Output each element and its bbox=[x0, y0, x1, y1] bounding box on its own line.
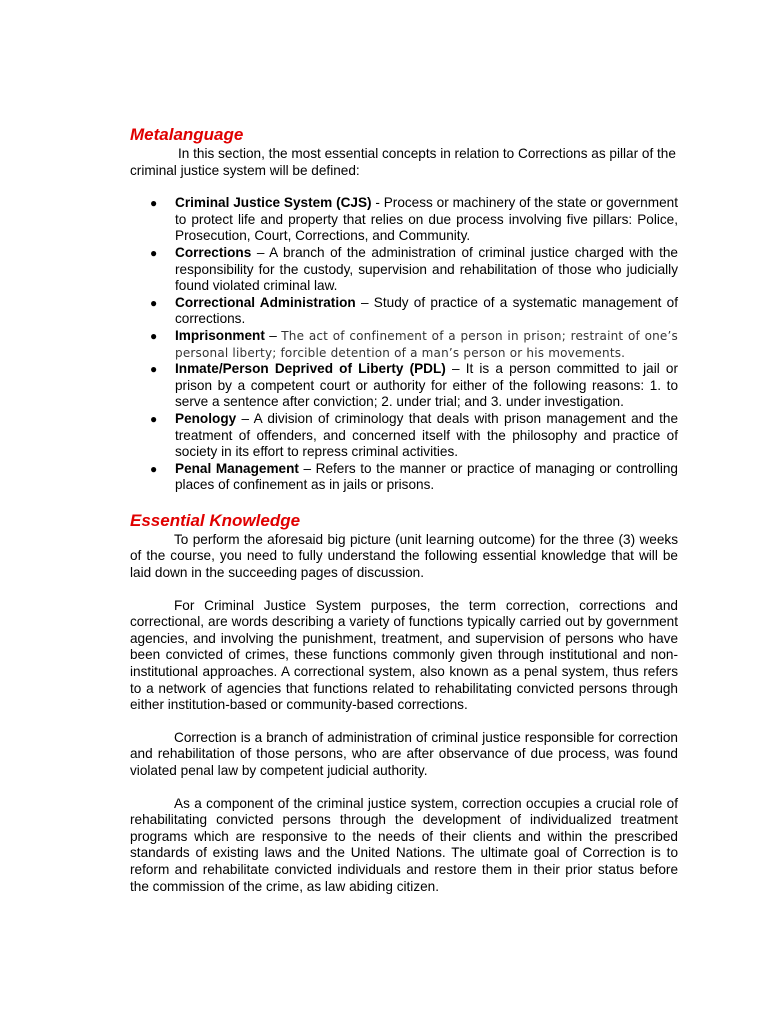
definition-description: A branch of the administration of criminal justice charged with the responsibility for the custody, supervision and rehabilitation of those who judicially found violated criminal law. bbox=[175, 244, 678, 294]
definition-description: Refers to the manner or practice of managing or controlling places of confinement as in jails or prisons. bbox=[175, 460, 678, 493]
definition-term: Inmate/Person Deprived of Liberty (PDL) bbox=[175, 361, 446, 377]
paragraph: To perform the aforesaid big picture (unit learning outcome) for the three (3) weeks of the course, you need to fully understand the following essential knowledge that will be laid down in the succeeding pages of discussion. bbox=[130, 531, 678, 581]
definition-term: Imprisonment bbox=[175, 327, 265, 343]
definition-separator: – bbox=[264, 327, 282, 343]
definition-term: Criminal Justice System (CJS) bbox=[175, 195, 372, 211]
definition-separator: – bbox=[355, 294, 374, 310]
definition-separator: – bbox=[236, 410, 254, 426]
bullet-icon: ● bbox=[150, 328, 158, 343]
spacer bbox=[130, 494, 678, 510]
definition-item bbox=[130, 361, 678, 411]
definition-description: It is a person committed to jail or prison by a competent court or authority for either of the following reasons: 1. to serve a sentence after conviction; 2. under trial; and 3. under investigation. bbox=[175, 361, 678, 410]
bullet-icon: ● bbox=[150, 295, 158, 310]
definition-separator: - bbox=[371, 195, 384, 211]
metalanguage-intro: In this section, the most essential concepts in relation to Corrections as pillar of the criminal justice system will be defined: bbox=[130, 146, 676, 178]
definition-term: Corrections bbox=[175, 244, 252, 260]
definition-description: The act of confinement of a person in prison; restraint of one’s personal liberty; forcible detention of a man’s person or his movements. bbox=[175, 328, 678, 360]
bullet-icon: ● bbox=[150, 411, 158, 426]
definition-term: Penology bbox=[175, 410, 237, 426]
spacer bbox=[130, 714, 678, 730]
metalanguage-heading: Metalanguage bbox=[130, 125, 244, 144]
document-page bbox=[130, 124, 678, 895]
paragraph: For Criminal Justice System purposes, the term correction, corrections and correctional, are words describing a variety of functions typically carried out by government agencies, and involving the punishment, treatment, and supervision of persons who have been convicted of crimes, these functions commonly given through institutional and non-institutional approaches. A correctional system, also known as a penal system, thus refers to a network of agencies that functions related to rehabilitating convicted persons through either institution-based or community-based corrections. bbox=[130, 597, 678, 713]
definition-item bbox=[130, 328, 678, 361]
definition-separator: – bbox=[298, 460, 316, 476]
bullet-icon: ● bbox=[150, 245, 158, 260]
essential-knowledge-heading: Essential Knowledge bbox=[130, 510, 301, 530]
spacer bbox=[130, 780, 678, 796]
definition-item bbox=[130, 295, 678, 328]
definition-term: Correctional Administration bbox=[175, 294, 356, 310]
definition-item bbox=[130, 461, 678, 494]
bullet-icon: ● bbox=[150, 461, 158, 476]
bullet-icon: ● bbox=[150, 196, 158, 211]
paragraph: Correction is a branch of administration of criminal justice responsible for correction and rehabilitation of those persons, who are after observance of due process, was found violated penal law by competent judicial authority. bbox=[130, 729, 678, 778]
bullet-icon: ● bbox=[150, 362, 158, 377]
definition-list bbox=[130, 195, 678, 494]
definition-term: Penal Management bbox=[175, 460, 299, 476]
definition-separator: – bbox=[251, 244, 270, 260]
definition-item bbox=[130, 195, 678, 245]
definition-separator: – bbox=[445, 361, 466, 377]
spacer bbox=[130, 582, 678, 598]
definition-description: Study of practice of a systematic management of corrections. bbox=[175, 294, 678, 327]
definition-item bbox=[130, 245, 678, 295]
paragraph: As a component of the criminal justice system, correction occupies a crucial role of rehabilitating convicted persons through the development of individualized treatment programs which are responsive to the needs of their clients and within the prescribed standards of existing laws and the United Nations. The ultimate goal of Correction is to reform and rehabilitate convicted individuals and restore them in their prior status before the commission of the crime, as law abiding citizen. bbox=[130, 795, 678, 894]
definition-item bbox=[130, 411, 678, 461]
definition-description: Process or machinery of the state or government to protect life and property that relies on due process involving five pillars: Police, Prosecution, Court, Corrections, and Community. bbox=[175, 195, 678, 244]
definition-description: A division of criminology that deals with prison management and the treatment of offenders, and concerned itself with the philosophy and practice of society in its effort to repress criminal activities. bbox=[175, 410, 679, 460]
